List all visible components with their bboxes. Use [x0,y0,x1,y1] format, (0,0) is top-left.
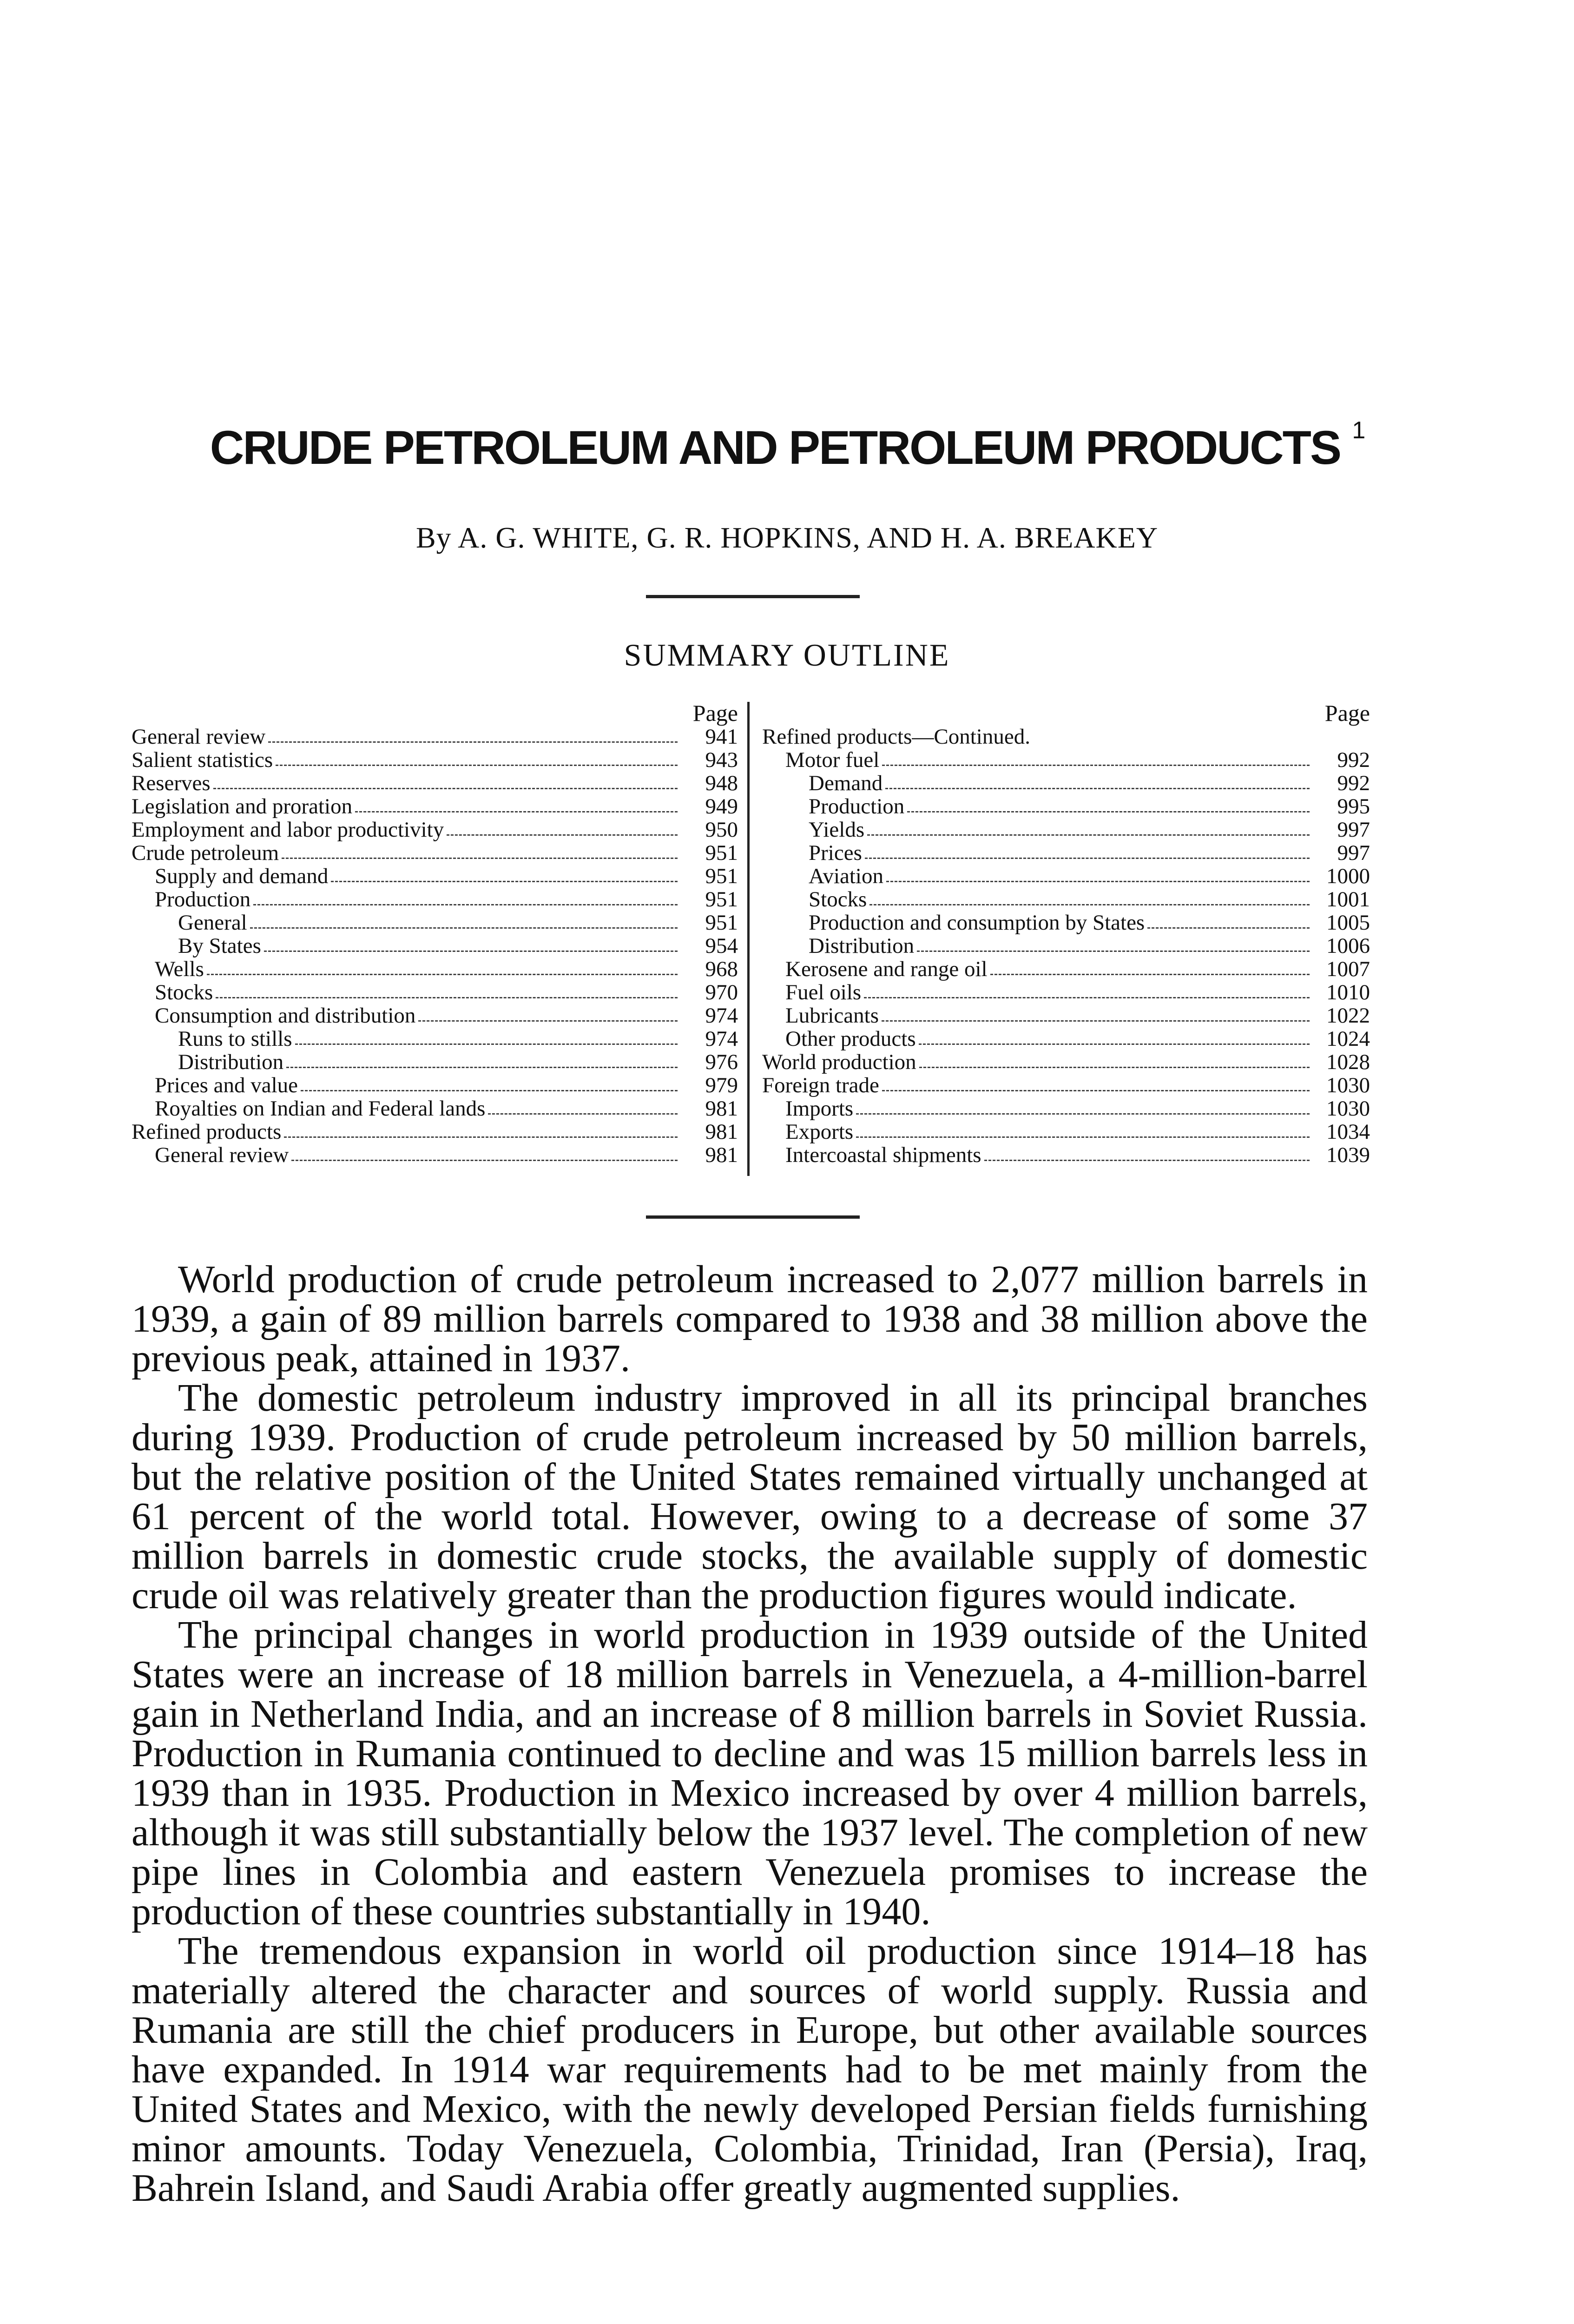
paragraph-3: The principal changes in world production in 1939 outside of the United States were an increase of 18 million barrels in Venezuela, a 4-million-barrel gain in Netherland India, and an increase of 8 million barrels in Soviet Russia. Production in Rumania continued to decline and was 15 million barrels less in 1939 than in 1935. Production in Mexico increased by over 4 million barrels, although it was still substantially below the 1937 level. The completion of new pipe lines in Colombia and eastern Venezuela promises to increase the production of these countries substantially in 1940. [132,1613,1368,1933]
toc-entry-page: 992 [1337,772,1370,795]
toc-entry [132,934,738,957]
toc-leader-dots [331,881,678,882]
summary-outline-heading: SUMMARY OUTLINE [624,637,950,673]
toc-entry [132,1074,738,1097]
toc-entry-page: 1028 [1326,1050,1370,1074]
toc-entry-label: Prices [809,841,862,865]
toc-entry-page: 981 [705,1097,738,1120]
toc-entry-page: 1039 [1326,1143,1370,1167]
toc-entry [762,865,1370,888]
authors-line: By A. G. WHITE, G. R. HOPKINS, AND H. A. BREAKEY [415,521,1159,554]
toc-entry-label: General review [132,725,266,748]
toc-entry-page: 954 [705,934,738,957]
toc-leader-dots [250,927,678,929]
toc-column-divider [747,702,750,1176]
toc-entry [132,1027,738,1050]
title-text: CRUDE PETROLEUM AND PETROLEUM PRODUCTS [210,421,1340,474]
toc-entry-label: Exports [785,1120,854,1143]
toc-leader-dots [865,858,1310,859]
toc-leader-dots [856,1113,1310,1115]
toc-entry [132,1143,738,1167]
toc-entry-page: 948 [705,772,738,795]
toc-leader-dots [488,1113,678,1115]
toc-entry-label: Imports [785,1097,854,1120]
toc-entry-page: 997 [1337,818,1370,841]
toc-entry-label: Production and consumption by States [809,911,1145,934]
toc-entry-page: 941 [705,725,738,748]
toc-entry [132,1050,738,1074]
toc-entry [132,772,738,795]
toc-leader-dots [418,1020,678,1022]
toc-entry-label: Aviation [809,865,883,888]
toc-entry-label: Stocks [809,888,867,911]
toc-entry [762,725,1370,748]
toc-entry [132,1120,738,1143]
toc-entry [132,911,738,934]
toc-leader-dots [864,997,1310,998]
toc-entry-page: 1022 [1326,1004,1370,1027]
toc-entry-page: 970 [705,981,738,1004]
toc-entry-label: General [178,911,247,934]
toc-entry [132,957,738,981]
toc-entry [762,1097,1370,1120]
toc-entry-page: 981 [705,1120,738,1143]
toc-entry [762,748,1370,772]
toc-entry-page: 997 [1337,841,1370,865]
toc-entry-label: General review [155,1143,289,1167]
toc-leader-dots [990,974,1310,975]
toc-entry-label: Production [809,795,905,818]
outline-divider [646,1215,860,1219]
toc-entry [132,865,738,888]
paragraph-4: The tremendous expansion in world oil production since 1914–18 has materially altered the character and sources of world supply. Russia and Rumania are still the chief producers in Europe, but other available sources have expanded. In 1914 war requirements had to be met mainly from the United States and Mexico, with the newly developed Persian fields furnishing minor amounts. Today Venezuela, Colombia, Trinidad, Iran (Persia), Iraq, Bahrein Island, and Saudi Arabia offer greatly augmented supplies. [132,1929,1368,2210]
toc-leader-dots [869,904,1310,905]
toc-leader-dots [882,1090,1310,1091]
toc-left-page-header: Page [692,700,738,726]
toc-leader-dots [885,788,1310,789]
page-title [0,417,1574,475]
paragraph-1: World production of crude petroleum increased to 2,077 million barrels in 1939, a gain of 89 million barrels compared to 1938 and 38 million above the previous peak, attained in 1937. [132,1258,1368,1380]
toc-entry-page: 1024 [1326,1027,1370,1050]
toc-leader-dots [284,1136,678,1138]
toc-leader-dots [216,997,678,998]
toc-entry-label: Reserves [132,772,211,795]
toc-leader-dots [301,1090,678,1091]
toc-entry-label: Distribution [178,1050,284,1074]
toc-entry [762,1027,1370,1050]
toc-leader-dots [286,1067,678,1068]
title-footnote-marker: 1 [1352,417,1364,444]
toc-leader-dots [355,811,678,812]
toc-entry-label: Crude petroleum [132,841,279,865]
body-text [132,1260,1368,2208]
toc-entry-page: 951 [705,888,738,911]
toc-entry-page: 1000 [1326,865,1370,888]
toc-entry-label: Lubricants [785,1004,879,1027]
toc-entry [762,934,1370,957]
toc-entry [762,981,1370,1004]
toc-entry-label: Supply and demand [155,865,329,888]
toc-entry-page: 951 [705,865,738,888]
toc-entry-label: Production [155,888,251,911]
title-divider [646,595,860,598]
toc-entry [132,795,738,818]
toc-entry-page: 1005 [1326,911,1370,934]
toc-entry [762,911,1370,934]
toc-entry [762,1050,1370,1074]
toc-entry [762,1143,1370,1167]
toc-entry [762,841,1370,865]
toc-leader-dots [264,951,678,952]
toc-leader-dots [295,1043,678,1045]
toc-entry-label: Other products [785,1027,916,1050]
toc-entry [132,1097,738,1120]
toc-entry-page: 951 [705,911,738,934]
toc-entry-page: 979 [705,1074,738,1097]
toc-entry-page: 974 [705,1027,738,1050]
toc-entry-label: Distribution [809,934,915,957]
toc-entry-page: 1030 [1326,1097,1370,1120]
toc-entry-label: Consumption and distribution [155,1004,416,1027]
toc-entry-label: Salient statistics [132,748,273,772]
toc-entry-label: Demand [809,772,883,795]
toc-entry-page: 981 [705,1143,738,1167]
toc-entry [132,818,738,841]
toc-entry-label: Wells [155,957,204,981]
toc-entry [132,888,738,911]
toc-entry [132,1004,738,1027]
toc-entry-page: 1034 [1326,1120,1370,1143]
toc-entry-page: 943 [705,748,738,772]
toc-leader-dots [1147,927,1310,929]
toc-entry [762,1074,1370,1097]
toc-entry-page: 968 [705,957,738,981]
toc-entry-label: By States [178,934,261,957]
toc-leader-dots [867,834,1310,836]
toc-leader-dots [447,834,678,836]
toc-leader-dots [919,1067,1310,1068]
toc-entry-label: Refined products—Continued. [762,725,1030,748]
toc-entry [132,725,738,748]
toc-entry [132,981,738,1004]
toc-leader-dots [886,881,1310,882]
toc-leader-dots [907,811,1310,812]
toc-entry-label: Fuel oils [785,981,862,1004]
toc-entry-page: 976 [705,1050,738,1074]
toc-entry-page: 1010 [1326,981,1370,1004]
toc-leader-dots [253,904,678,905]
toc-entry-label: Refined products [132,1120,282,1143]
toc-leader-dots [207,974,678,975]
toc-leader-dots [291,1160,678,1161]
toc-entry-page: 950 [705,818,738,841]
toc-leader-dots [917,951,1310,952]
toc-entry-label: Royalties on Indian and Federal lands [155,1097,486,1120]
toc-entry [762,888,1370,911]
toc-entry [762,772,1370,795]
toc-entry [762,957,1370,981]
toc-entry-label: Stocks [155,981,213,1004]
toc-entry-page: 974 [705,1004,738,1027]
toc-entry-page: 995 [1337,795,1370,818]
toc-entry [762,795,1370,818]
toc-entry-label: Kerosene and range oil [785,957,988,981]
toc-entry-page: 1001 [1326,888,1370,911]
toc-leader-dots [882,765,1310,766]
toc-entry-page: 992 [1337,748,1370,772]
toc-entry-label: World production [762,1050,916,1074]
toc-leader-dots [276,765,678,766]
toc-entry-page: 951 [705,841,738,865]
toc-entry-label: Motor fuel [785,748,880,772]
toc-entry [132,748,738,772]
toc-entry [132,841,738,865]
toc-leader-dots [213,788,678,789]
toc-entry-label: Yields [809,818,865,841]
toc-entry-label: Intercoastal shipments [785,1143,981,1167]
toc-leader-dots [919,1043,1310,1045]
toc-leader-dots [282,858,678,859]
toc-leader-dots [882,1020,1310,1022]
toc-entry-label: Legislation and proration [132,795,353,818]
toc-leader-dots [984,1160,1310,1161]
toc-entry-label: Employment and labor productivity [132,818,444,841]
toc-entry [762,1120,1370,1143]
toc-entry-page: 949 [705,795,738,818]
toc-entry-label: Foreign trade [762,1074,879,1097]
toc-leader-dots [856,1136,1310,1138]
toc-entry [762,818,1370,841]
toc-entry-label: Prices and value [155,1074,298,1097]
toc-entry-page: 1006 [1326,934,1370,957]
paragraph-2: The domestic petroleum industry improved in all its principal branches during 1939. Production of crude petroleum increased by 50 million barrels, but the relative position of the United States remained virtually unchanged at 61 percent of the world total. However, owing to a decrease of some 37 million barrels in domestic crude stocks, the available supply of domestic crude oil was relatively greater than the production figures would indicate. [132,1376,1368,1617]
toc-entry-label: Runs to stills [178,1027,292,1050]
toc-entry-page: 1007 [1326,957,1370,981]
toc-right-page-header: Page [1324,700,1370,726]
toc-entry-page: 1030 [1326,1074,1370,1097]
toc-entry [762,1004,1370,1027]
toc-leader-dots [268,741,678,743]
